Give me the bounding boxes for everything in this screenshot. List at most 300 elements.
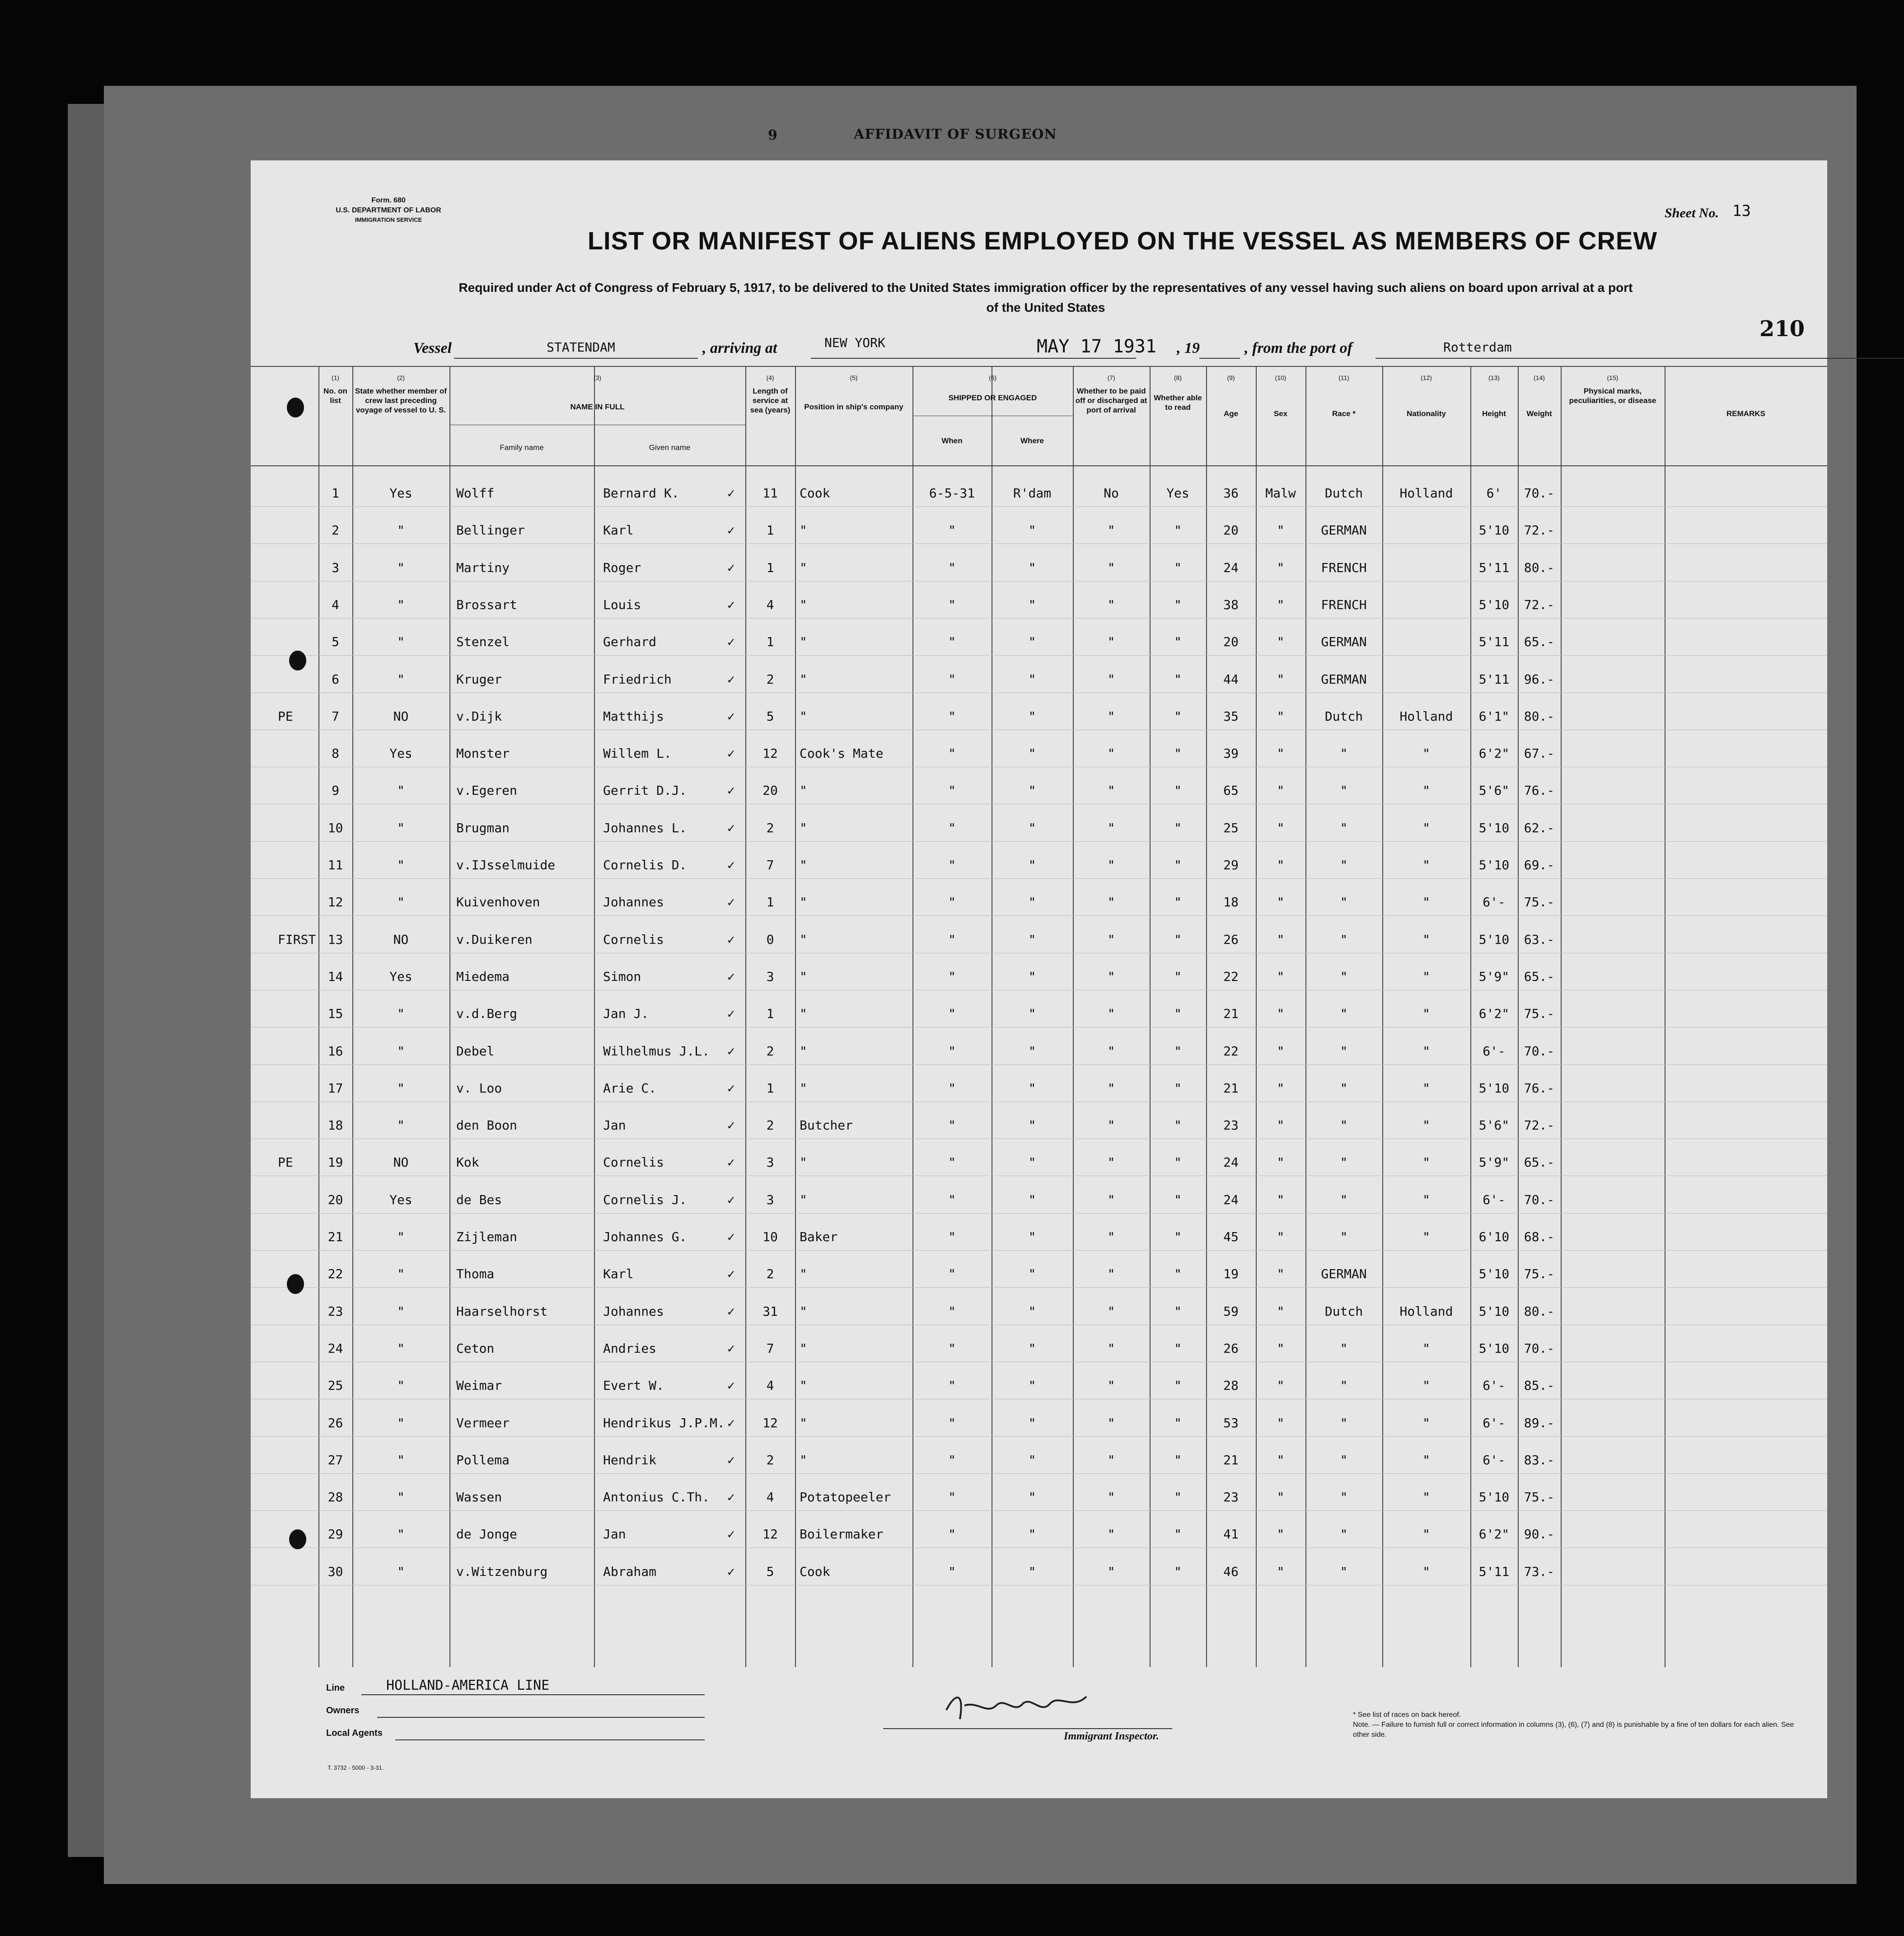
cell-previous-voyage: " <box>397 1118 405 1133</box>
cell-row-number: 13 <box>327 932 343 947</box>
cell-nationality: " <box>1422 1341 1430 1356</box>
owners-underline <box>377 1717 705 1718</box>
cell-shipped-when: " <box>948 1192 956 1207</box>
cell-nationality: " <box>1422 1452 1430 1467</box>
cell-weight: 72.- <box>1524 1118 1555 1133</box>
cell-nationality: " <box>1422 858 1430 872</box>
cell-position: " <box>800 523 807 538</box>
cell-race: " <box>1340 895 1348 910</box>
cell-nationality: " <box>1422 1043 1430 1059</box>
cell-previous-voyage: " <box>397 523 405 538</box>
col-number-14: (14) <box>1534 374 1545 381</box>
cell-race: FRENCH <box>1321 560 1367 575</box>
row-rule <box>251 506 1827 507</box>
cell-shipped-where: " <box>1028 1527 1036 1542</box>
cell-race: GERMAN <box>1321 1266 1367 1282</box>
cell-previous-voyage: " <box>397 597 405 612</box>
cell-nationality: " <box>1422 746 1430 761</box>
cell-row-number: 17 <box>327 1080 343 1096</box>
cell-weight: 73.- <box>1524 1564 1555 1579</box>
cell-previous-voyage: " <box>397 1303 405 1319</box>
cell-length-of-service: 1 <box>766 1080 774 1096</box>
cell-given-name: Karl <box>603 523 634 538</box>
cell-height: 5'10 <box>1478 1080 1510 1096</box>
cell-row-number: 16 <box>327 1043 343 1059</box>
cell-height: 5'10 <box>1478 932 1510 947</box>
cell-family-name: Debel <box>456 1043 495 1059</box>
cell-sex: Malw <box>1265 486 1296 501</box>
cell-paid-off: " <box>1107 820 1115 835</box>
cell-shipped-where: " <box>1028 895 1036 910</box>
cell-row-number: 7 <box>332 708 339 724</box>
owners-label: Owners <box>326 1706 360 1716</box>
cell-able-to-read: " <box>1174 820 1182 835</box>
cell-family-name: Haarselhorst <box>456 1303 548 1319</box>
cell-weight: 70.- <box>1524 1341 1555 1356</box>
cell-age: 38 <box>1223 597 1239 612</box>
cell-height: 5'11 <box>1478 634 1510 650</box>
cell-race: " <box>1340 1043 1348 1059</box>
cell-given-name: Hendrikus J.P.M. <box>603 1415 725 1430</box>
cell-row-number: 18 <box>327 1118 343 1133</box>
cell-family-name: Pollema <box>456 1452 510 1467</box>
cell-length-of-service: 11 <box>763 486 778 501</box>
page-code: 210 <box>1759 316 1805 342</box>
cell-shipped-where: " <box>1028 671 1036 687</box>
cell-family-name: Wolff <box>456 486 495 501</box>
cell-length-of-service: 20 <box>763 783 778 798</box>
subtitle-line-1: Required under Act of Congress of February 5, 1917, to be delivered to the United States immigration officer by the representatives of any vessel having such aliens on board upon arrival at a port <box>458 281 1633 295</box>
cell-position: " <box>800 671 807 687</box>
department: U.S. DEPARTMENT OF LABOR <box>336 206 441 214</box>
cell-previous-voyage: " <box>397 1006 405 1022</box>
cell-row-number: 5 <box>332 634 339 650</box>
cell-check-mark: ✓ <box>727 560 735 575</box>
cell-previous-voyage: " <box>397 858 405 872</box>
cell-position: " <box>800 820 807 835</box>
cell-position: " <box>800 1043 807 1059</box>
col-number-2: (2) <box>397 374 405 381</box>
cell-position: " <box>800 634 807 650</box>
row-rule <box>251 1213 1827 1214</box>
col-number-1: (1) <box>331 374 340 381</box>
cell-race: " <box>1340 746 1348 761</box>
cell-row-number: 25 <box>327 1378 343 1393</box>
cell-age: 22 <box>1223 969 1239 984</box>
cell-race: GERMAN <box>1321 671 1367 687</box>
cell-shipped-when: " <box>948 820 956 835</box>
cell-height: 5'11 <box>1478 671 1510 687</box>
cell-check-mark: ✓ <box>727 932 735 947</box>
cell-family-name: Kruger <box>456 671 502 687</box>
cell-able-to-read: " <box>1174 1229 1182 1244</box>
cell-race: " <box>1340 1229 1348 1244</box>
cell-shipped-when: " <box>948 634 956 650</box>
punch-hole <box>287 398 304 417</box>
cell-row-number: 8 <box>332 746 339 761</box>
cell-position: " <box>800 1006 807 1022</box>
row-rule <box>251 1473 1827 1474</box>
header-where: Where <box>1020 436 1044 445</box>
row-rule <box>251 655 1827 656</box>
cell-shipped-where: " <box>1028 783 1036 798</box>
header-able-to-read: Whether able to read <box>1154 394 1202 412</box>
cell-previous-voyage: " <box>397 1229 405 1244</box>
cell-previous-voyage: " <box>397 1490 405 1505</box>
cell-race: Dutch <box>1324 1303 1363 1319</box>
cell-shipped-when: " <box>948 671 956 687</box>
header-age: Age <box>1223 409 1239 418</box>
cell-weight: 72.- <box>1524 523 1555 538</box>
cell-check-mark: ✓ <box>727 1452 735 1467</box>
cell-row-number: 23 <box>327 1303 343 1319</box>
vessel-name: STATENDAM <box>547 340 615 355</box>
cell-height: 5'10 <box>1478 858 1510 872</box>
cell-able-to-read: " <box>1174 1192 1182 1207</box>
cell-nationality: " <box>1422 820 1430 835</box>
cell-family-name: Brossart <box>456 597 517 612</box>
year-underline <box>1199 358 1240 359</box>
cell-weight: 75.- <box>1524 1490 1555 1505</box>
cell-row-number: 10 <box>327 820 343 835</box>
cell-previous-voyage: " <box>397 1043 405 1059</box>
cell-given-name: Johannes G. <box>603 1229 687 1244</box>
cell-previous-voyage: NO <box>393 708 409 724</box>
cell-race: GERMAN <box>1321 523 1367 538</box>
cell-sex: " <box>1277 523 1285 538</box>
cell-race: " <box>1340 858 1348 872</box>
cell-sex: " <box>1277 1266 1285 1282</box>
inspector-underline <box>883 1728 1172 1729</box>
col-number-11: (11) <box>1338 374 1349 381</box>
cell-length-of-service: 10 <box>763 1229 778 1244</box>
cell-shipped-where: " <box>1028 1303 1036 1319</box>
cell-height: 5'9" <box>1478 1155 1510 1170</box>
cell-shipped-where: " <box>1028 560 1036 575</box>
cell-sex: " <box>1277 895 1285 910</box>
row-rule <box>251 618 1827 619</box>
line-label: Line <box>326 1683 345 1693</box>
cell-length-of-service: 4 <box>766 597 774 612</box>
cell-previous-voyage: " <box>397 1564 405 1579</box>
header-sex: Sex <box>1273 409 1288 418</box>
cell-previous-voyage: " <box>397 1415 405 1430</box>
cell-age: 26 <box>1223 1341 1239 1356</box>
cell-paid-off: " <box>1107 1192 1115 1207</box>
cell-position: Potatopeeler <box>800 1490 891 1505</box>
cell-paid-off: " <box>1107 858 1115 872</box>
cell-nationality: " <box>1422 1192 1430 1207</box>
cell-row-number: 22 <box>327 1266 343 1282</box>
cell-sex: " <box>1277 560 1285 575</box>
cell-height: 6'10 <box>1478 1229 1510 1244</box>
cell-paid-off: " <box>1107 1043 1115 1059</box>
cell-given-name: Arie C. <box>603 1080 657 1096</box>
col-number-15: (15) <box>1607 374 1619 381</box>
header-height: Height <box>1482 409 1506 418</box>
cell-age: 25 <box>1223 820 1239 835</box>
cell-race: " <box>1340 1490 1348 1505</box>
cell-age: 41 <box>1223 1527 1239 1542</box>
cell-able-to-read: " <box>1174 1266 1182 1282</box>
cell-nationality: " <box>1422 1378 1430 1393</box>
cell-paid-off: " <box>1107 1452 1115 1467</box>
cell-position: " <box>800 895 807 910</box>
cell-given-name: Abraham <box>603 1564 657 1579</box>
cell-able-to-read: " <box>1174 634 1182 650</box>
col-number-5: (5) <box>850 374 858 381</box>
cell-shipped-when: " <box>948 858 956 872</box>
cell-height: 5'9" <box>1478 969 1510 984</box>
year-label: , 19 <box>1177 340 1200 356</box>
cell-shipped-when: " <box>948 1229 956 1244</box>
cell-sex: " <box>1277 1006 1285 1022</box>
cell-sex: " <box>1277 1490 1285 1505</box>
from-port-label: , from the port of <box>1244 340 1352 356</box>
vessel-line <box>251 334 1827 361</box>
cell-race: " <box>1340 932 1348 947</box>
document-title: LIST OR MANIFEST OF ALIENS EMPLOYED ON THE VESSEL AS MEMBERS OF CREW <box>587 226 1658 255</box>
arrival-port: NEW YORK <box>824 335 885 350</box>
header-when: When <box>941 436 963 445</box>
cell-nationality: " <box>1422 969 1430 984</box>
cell-height: 5'10 <box>1478 1341 1510 1356</box>
document-subtitle <box>327 278 1764 318</box>
cell-length-of-service: 7 <box>766 1341 774 1356</box>
cell-row-number: 4 <box>332 597 339 612</box>
cell-age: 28 <box>1223 1378 1239 1393</box>
cell-shipped-when: " <box>948 1155 956 1170</box>
cell-shipped-where: " <box>1028 1415 1036 1430</box>
cell-nationality: " <box>1422 1155 1430 1170</box>
cell-shipped-where: " <box>1028 1490 1036 1505</box>
cell-given-name: Willem L. <box>603 746 672 761</box>
cell-shipped-when: " <box>948 783 956 798</box>
cell-weight: 89.- <box>1524 1415 1555 1430</box>
cell-row-number: 15 <box>327 1006 343 1022</box>
cell-able-to-read: " <box>1174 746 1182 761</box>
cell-height: 6'- <box>1483 895 1506 910</box>
cell-position: " <box>800 597 807 612</box>
cell-given-name: Johannes <box>603 895 664 910</box>
cell-nationality: " <box>1422 1415 1430 1430</box>
cell-able-to-read: " <box>1174 1303 1182 1319</box>
cell-sex: " <box>1277 969 1285 984</box>
side-annotation: PE <box>278 1155 293 1170</box>
cell-length-of-service: 2 <box>766 1452 774 1467</box>
cell-race: " <box>1340 1415 1348 1430</box>
cell-weight: 72.- <box>1524 597 1555 612</box>
cell-nationality: " <box>1422 783 1430 798</box>
cell-sex: " <box>1277 1378 1285 1393</box>
cell-shipped-where: " <box>1028 634 1036 650</box>
cell-shipped-where: " <box>1028 1266 1036 1282</box>
cell-check-mark: ✓ <box>727 1192 735 1207</box>
cell-height: 5'10 <box>1478 1303 1510 1319</box>
cell-row-number: 9 <box>332 783 339 798</box>
cell-position: Butcher <box>800 1118 853 1133</box>
cell-check-mark: ✓ <box>727 746 735 761</box>
cell-row-number: 30 <box>327 1564 343 1579</box>
cell-shipped-where: R'dam <box>1013 486 1052 501</box>
cell-shipped-when: " <box>948 1378 956 1393</box>
cell-shipped-when: " <box>948 1080 956 1096</box>
cell-check-mark: ✓ <box>727 1378 735 1393</box>
cell-row-number: 11 <box>327 858 343 872</box>
cell-height: 6'- <box>1483 1452 1506 1467</box>
cell-sex: " <box>1277 597 1285 612</box>
cell-paid-off: " <box>1107 1527 1115 1542</box>
col-number-7: (7) <box>1107 374 1115 381</box>
cell-shipped-where: " <box>1028 1452 1036 1467</box>
cell-given-name: Gerhard <box>603 634 657 650</box>
cell-check-mark: ✓ <box>727 1341 735 1356</box>
cell-sex: " <box>1277 1415 1285 1430</box>
cell-shipped-when: " <box>948 895 956 910</box>
header-weight: Weight <box>1526 409 1552 418</box>
cell-age: 19 <box>1223 1266 1239 1282</box>
cell-race: " <box>1340 1118 1348 1133</box>
cell-able-to-read: " <box>1174 671 1182 687</box>
cell-check-mark: ✓ <box>727 820 735 835</box>
cell-check-mark: ✓ <box>727 1303 735 1319</box>
row-rule <box>251 1436 1827 1437</box>
cell-age: 20 <box>1223 523 1239 538</box>
table-top-rule <box>251 366 1827 367</box>
cell-age: 18 <box>1223 895 1239 910</box>
cell-shipped-when: " <box>948 932 956 947</box>
cell-check-mark: ✓ <box>727 895 735 910</box>
cell-previous-voyage: " <box>397 783 405 798</box>
cell-length-of-service: 0 <box>766 932 774 947</box>
header-race: Race * <box>1332 409 1356 418</box>
cell-length-of-service: 1 <box>766 560 774 575</box>
cell-height: 5'6" <box>1478 783 1510 798</box>
cell-age: 21 <box>1223 1006 1239 1022</box>
cell-length-of-service: 3 <box>766 969 774 984</box>
cell-position: " <box>800 1192 807 1207</box>
cell-race: FRENCH <box>1321 597 1367 612</box>
cell-position: " <box>800 932 807 947</box>
manifest-sheet <box>251 160 1827 1798</box>
local-agents-label: Local Agents <box>326 1728 383 1738</box>
cell-sex: " <box>1277 858 1285 872</box>
cell-shipped-where: " <box>1028 1080 1036 1096</box>
cell-check-mark: ✓ <box>727 1229 735 1244</box>
cell-shipped-where: " <box>1028 1043 1036 1059</box>
cell-previous-voyage: " <box>397 1080 405 1096</box>
cell-height: 6'2" <box>1478 1006 1510 1022</box>
cell-row-number: 29 <box>327 1527 343 1542</box>
cell-given-name: Cornelis J. <box>603 1192 687 1207</box>
cell-family-name: Brugman <box>456 820 510 835</box>
cell-given-name: Jan <box>603 1527 626 1542</box>
cell-paid-off: " <box>1107 932 1115 947</box>
cell-position: " <box>800 1452 807 1467</box>
cell-given-name: Johannes L. <box>603 820 687 835</box>
cell-age: 59 <box>1223 1303 1239 1319</box>
cell-height: 5'10 <box>1478 1490 1510 1505</box>
cell-race: " <box>1340 1192 1348 1207</box>
cell-check-mark: ✓ <box>727 708 735 724</box>
arriving-label: , arriving at <box>702 340 777 356</box>
cell-race: " <box>1340 820 1348 835</box>
cell-age: 53 <box>1223 1415 1239 1430</box>
cell-sex: " <box>1277 1192 1285 1207</box>
subtitle-line-2: of the United States <box>986 300 1105 314</box>
cell-previous-voyage: " <box>397 560 405 575</box>
cell-paid-off: " <box>1107 597 1115 612</box>
cell-check-mark: ✓ <box>727 1006 735 1022</box>
cell-check-mark: ✓ <box>727 1118 735 1133</box>
cell-nationality: Holland <box>1399 486 1453 501</box>
cell-row-number: 19 <box>327 1155 343 1170</box>
cell-position: " <box>800 1378 807 1393</box>
cell-position: Cook's Mate <box>800 746 884 761</box>
cell-given-name: Karl <box>603 1266 634 1282</box>
cell-paid-off: " <box>1107 523 1115 538</box>
cell-position: " <box>800 969 807 984</box>
cell-shipped-when: " <box>948 1266 956 1282</box>
cell-shipped-when: " <box>948 746 956 761</box>
cell-length-of-service: 12 <box>763 1527 778 1542</box>
row-rule <box>251 1287 1827 1288</box>
cell-family-name: Wassen <box>456 1490 502 1505</box>
cell-row-number: 2 <box>332 523 339 538</box>
arrival-date: MAY 17 1931 <box>1037 336 1156 357</box>
cell-position: Baker <box>800 1229 838 1244</box>
sheet-number-label: Sheet No. <box>1665 206 1719 220</box>
cell-family-name: Thoma <box>456 1266 495 1282</box>
cell-given-name: Jan <box>603 1118 626 1133</box>
cell-paid-off: " <box>1107 1118 1115 1133</box>
cell-weight: 76.- <box>1524 1080 1555 1096</box>
cell-row-number: 21 <box>327 1229 343 1244</box>
col-divider <box>449 366 450 1667</box>
cell-age: 24 <box>1223 560 1239 575</box>
cell-row-number: 12 <box>327 895 343 910</box>
cell-given-name: Matthijs <box>603 708 664 724</box>
cell-given-name: Wilhelmus J.L. <box>603 1043 710 1059</box>
cell-check-mark: ✓ <box>727 783 735 798</box>
cell-shipped-where: " <box>1028 820 1036 835</box>
cell-position: " <box>800 858 807 872</box>
cell-family-name: Bellinger <box>456 523 525 538</box>
cell-family-name: Martiny <box>456 560 510 575</box>
cell-family-name: de Jonge <box>456 1527 517 1542</box>
cell-shipped-where: " <box>1028 1155 1036 1170</box>
col-divider <box>1561 366 1562 1667</box>
cell-row-number: 3 <box>332 560 339 575</box>
cell-paid-off: " <box>1107 708 1115 724</box>
cell-shipped-where: " <box>1028 932 1036 947</box>
shipping-line: HOLLAND-AMERICA LINE <box>386 1678 550 1693</box>
punch-hole <box>287 1274 304 1294</box>
cell-shipped-when: " <box>948 1006 956 1022</box>
cell-length-of-service: 3 <box>766 1192 774 1207</box>
cell-row-number: 14 <box>327 969 343 984</box>
cell-weight: 65.- <box>1524 1155 1555 1170</box>
cell-height: 6'1" <box>1478 708 1510 724</box>
header-name-in-full: NAME IN FULL <box>570 403 625 411</box>
cell-race: Dutch <box>1324 486 1363 501</box>
cell-length-of-service: 2 <box>766 820 774 835</box>
cell-shipped-when: 6-5-31 <box>929 486 975 501</box>
cell-able-to-read: " <box>1174 1118 1182 1133</box>
row-rule <box>251 1064 1827 1065</box>
cell-height: 5'10 <box>1478 1266 1510 1282</box>
cell-race: " <box>1340 1006 1348 1022</box>
